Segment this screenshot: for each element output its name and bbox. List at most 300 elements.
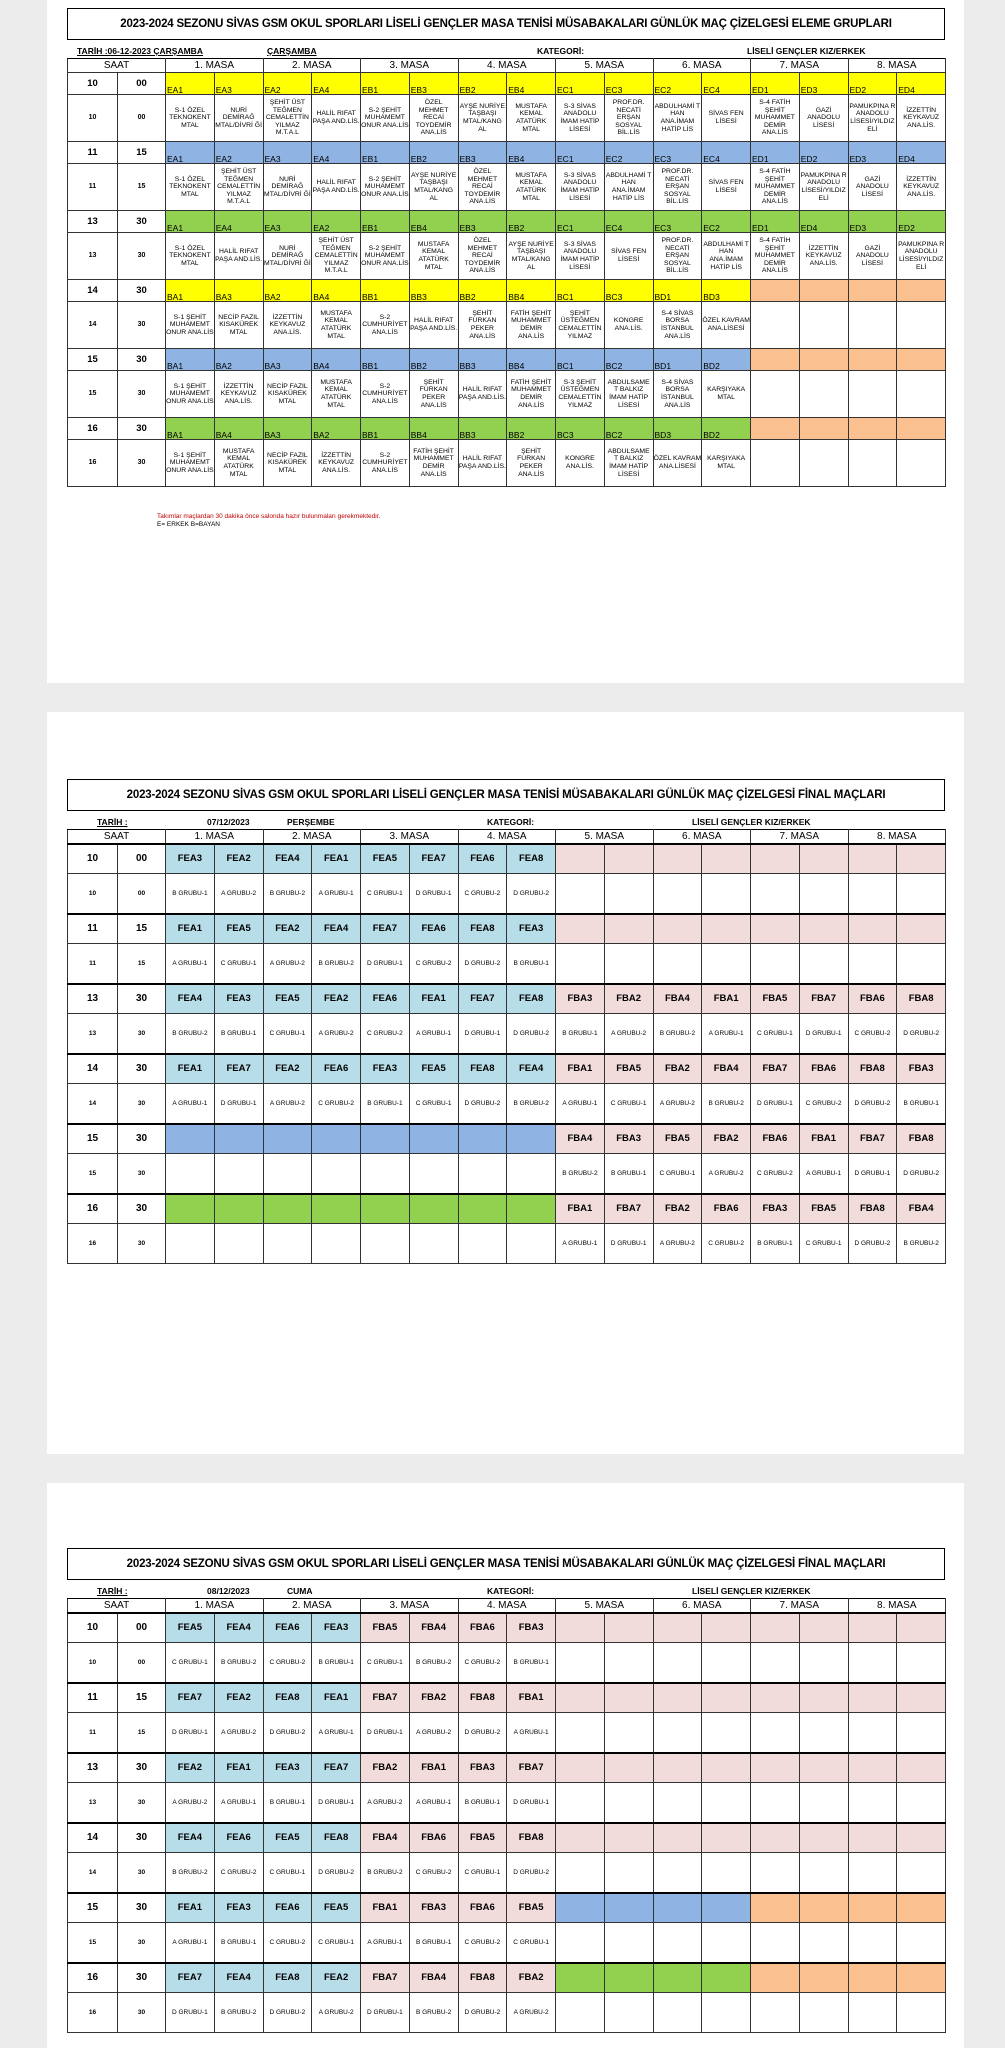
table-header-3: 3. MASA xyxy=(361,830,459,845)
team-name: S-3 ŞEHİT ÜSTEĞMEN CEMALETTİN YILMAZ xyxy=(556,371,605,418)
match-code xyxy=(556,844,605,874)
group-ref xyxy=(556,1993,605,2033)
match-code: EC4 xyxy=(702,142,751,164)
time-hour: 15 xyxy=(68,1893,118,1923)
team-name: HALİL RIFAT PAŞA AND.LİS. xyxy=(312,164,361,211)
group-ref: B GRUBU-1 xyxy=(361,1084,410,1125)
time-minute: 30 xyxy=(118,1893,166,1923)
elimination-schedule-table xyxy=(67,58,946,487)
group-ref: A GRUBU-1 xyxy=(312,1713,361,1754)
team-name: ŞEHİT ÜSTEĞMEN CEMALETTİN YILMAZ xyxy=(556,302,605,349)
time-hour: 11 xyxy=(68,944,118,985)
group-ref: A GRUBU-1 xyxy=(409,1783,458,1824)
group-ref: A GRUBU-1 xyxy=(166,1084,215,1125)
match-code: FEA2 xyxy=(166,1753,215,1783)
time-minute: 30 xyxy=(118,984,166,1014)
match-code: BA4 xyxy=(214,418,263,440)
match-code xyxy=(702,914,751,944)
group-ref: A GRUBU-1 xyxy=(507,1713,556,1754)
match-code: FEA7 xyxy=(312,1753,361,1783)
match-code: FBA3 xyxy=(458,1753,507,1783)
category-label: KATEGORİ: xyxy=(487,817,535,827)
match-code xyxy=(848,1683,897,1713)
group-ref: D GRUBU-1 xyxy=(848,1154,897,1195)
match-code: FBA1 xyxy=(409,1753,458,1783)
group-ref xyxy=(848,1993,897,2033)
match-code: EB3 xyxy=(409,73,458,95)
table-header-2: 2. MASA xyxy=(263,59,361,73)
team-name: İZZETTİN KEYKAVUZ ANA.LİS. xyxy=(897,95,946,142)
match-code xyxy=(751,914,800,944)
group-ref xyxy=(751,1643,800,1684)
match-code: FEA2 xyxy=(214,1683,263,1713)
match-code: FEA2 xyxy=(263,1054,312,1084)
group-ref xyxy=(897,1853,946,1894)
group-ref xyxy=(799,1643,848,1684)
team-name: NURİ DEMİRAĞ MTAL/DİVRİ Ğİ xyxy=(263,164,312,211)
match-code xyxy=(556,1963,605,1993)
time-hour: 15 xyxy=(68,1923,118,1964)
group-ref: B GRUBU-1 xyxy=(458,1783,507,1824)
team-name: MUSTAFA KEMAL ATATÜRK MTAL xyxy=(507,164,556,211)
match-code: FBA4 xyxy=(409,1613,458,1643)
team-name xyxy=(751,440,800,487)
match-code xyxy=(751,1893,800,1923)
group-ref xyxy=(897,1993,946,2033)
match-code: BB4 xyxy=(507,280,556,302)
team-name: S-1 ŞEHİT MUHAMEMT ONUR ANA.LİS xyxy=(166,440,215,487)
match-code: BA4 xyxy=(312,280,361,302)
match-code xyxy=(653,1683,702,1713)
match-code: FBA8 xyxy=(507,1823,556,1853)
group-ref: A GRUBU-1 xyxy=(409,1014,458,1055)
match-code xyxy=(409,1124,458,1154)
match-code xyxy=(604,1753,653,1783)
detail-row xyxy=(68,1154,946,1195)
team-name: ABDULHAMİ T HAN ANA.İMAM HATİP LİS xyxy=(653,95,702,142)
team-name: S-2 CUMHURİYET ANA.LİS xyxy=(361,440,410,487)
match-code: BA1 xyxy=(166,349,215,371)
match-code: FBA6 xyxy=(702,1194,751,1224)
day-label: PERŞEMBE xyxy=(287,817,335,827)
group-ref xyxy=(702,1713,751,1754)
group-ref: B GRUBU-2 xyxy=(166,1014,215,1055)
detail-row xyxy=(68,95,946,142)
time-minute: 15 xyxy=(118,142,166,164)
match-code: FBA8 xyxy=(458,1963,507,1993)
match-row xyxy=(68,914,946,944)
time-hour: 13 xyxy=(68,1014,118,1055)
match-code: FEA5 xyxy=(166,1613,215,1643)
match-code: EC4 xyxy=(702,73,751,95)
match-code xyxy=(604,1823,653,1853)
match-code: EA1 xyxy=(166,73,215,95)
time-minute: 00 xyxy=(118,844,166,874)
group-ref: C GRUBU-1 xyxy=(458,1853,507,1894)
match-code xyxy=(653,844,702,874)
match-code: BD1 xyxy=(653,349,702,371)
match-code: BA2 xyxy=(263,280,312,302)
group-ref: B GRUBU-2 xyxy=(409,1993,458,2033)
match-code xyxy=(848,1893,897,1923)
time-hour: 14 xyxy=(68,302,118,349)
match-row xyxy=(68,1683,946,1713)
time-hour: 14 xyxy=(68,1054,118,1084)
time-hour: 15 xyxy=(68,1154,118,1195)
match-code: FEA7 xyxy=(458,984,507,1014)
group-ref: D GRUBU-2 xyxy=(507,1853,556,1894)
match-code: EB2 xyxy=(507,211,556,233)
group-ref xyxy=(897,944,946,985)
category-value: LİSELİ GENÇLER KIZ/ERKEK xyxy=(747,46,866,56)
group-ref: B GRUBU-1 xyxy=(507,1643,556,1684)
match-code: BC2 xyxy=(604,418,653,440)
match-code xyxy=(799,844,848,874)
team-name: S-4 SİVAS BORSA İSTANBUL ANA.LİS xyxy=(653,371,702,418)
team-name: FATİH ŞEHİT MUHAMMET DEMİR ANA.LİS xyxy=(409,440,458,487)
detail-row xyxy=(68,1853,946,1894)
group-ref xyxy=(897,1643,946,1684)
match-code: FBA1 xyxy=(799,1124,848,1154)
group-ref xyxy=(799,1853,848,1894)
match-code: FBA5 xyxy=(799,1194,848,1224)
team-name: ÖZEL MEHMET RECAİ TOYDEMİR ANA.LİS xyxy=(458,233,507,280)
match-code: BB2 xyxy=(507,418,556,440)
time-minute: 30 xyxy=(118,371,166,418)
team-name: S-1 ŞEHİT MUHAMEMT ONUR ANA.LİS xyxy=(166,371,215,418)
detail-row xyxy=(68,1643,946,1684)
group-ref xyxy=(799,1993,848,2033)
team-name: GAZİ ANADOLU LİSESİ xyxy=(848,164,897,211)
team-name xyxy=(848,440,897,487)
detail-row xyxy=(68,1014,946,1055)
group-ref: B GRUBU-2 xyxy=(409,1643,458,1684)
match-code: FEA7 xyxy=(361,914,410,944)
detail-row xyxy=(68,1783,946,1824)
team-name xyxy=(751,302,800,349)
match-code: BA1 xyxy=(166,418,215,440)
time-minute: 30 xyxy=(118,1014,166,1055)
match-code: EC3 xyxy=(604,73,653,95)
group-ref xyxy=(214,1154,263,1195)
table-header-4: 4. MASA xyxy=(458,1599,556,1614)
time-minute: 15 xyxy=(118,914,166,944)
group-ref: A GRUBU-2 xyxy=(653,1084,702,1125)
table-header-8: 8. MASA xyxy=(848,1599,946,1614)
match-code xyxy=(556,1613,605,1643)
match-code xyxy=(751,1683,800,1713)
team-name: SİVAS FEN LİSESİ xyxy=(604,233,653,280)
match-code xyxy=(897,1823,946,1853)
group-ref: D GRUBU-2 xyxy=(458,1993,507,2033)
group-ref xyxy=(312,1224,361,1264)
match-code: FEA4 xyxy=(312,914,361,944)
match-code: EC2 xyxy=(653,73,702,95)
match-code xyxy=(361,1124,410,1154)
group-ref xyxy=(166,1154,215,1195)
match-code: FEA7 xyxy=(214,1054,263,1084)
group-ref xyxy=(702,874,751,915)
team-name: ÖZEL MEHMET RECAİ TOYDEMİR ANA.LİS xyxy=(458,164,507,211)
match-code: EA4 xyxy=(312,142,361,164)
team-name: ABDULSAME T BALKIZ İMAM HATİP LİSESİ xyxy=(604,440,653,487)
group-ref: C GRUBU-1 xyxy=(166,1643,215,1684)
final-schedule-table-day1 xyxy=(67,829,946,1264)
date-value: 08/12/2023 xyxy=(207,1586,250,1596)
group-ref: D GRUBU-2 xyxy=(312,1853,361,1894)
match-code: BA3 xyxy=(263,418,312,440)
team-name: S-3 SİVAS ANADOLU İMAM HATİP LİSESİ xyxy=(556,164,605,211)
group-ref xyxy=(604,1923,653,1964)
match-code xyxy=(799,914,848,944)
match-code xyxy=(214,1124,263,1154)
header-row xyxy=(68,59,946,73)
match-code: EC2 xyxy=(702,211,751,233)
match-code: FEA5 xyxy=(214,914,263,944)
team-name: MUSTAFA KEMAL ATATÜRK MTAL xyxy=(312,371,361,418)
time-minute: 30 xyxy=(118,1084,166,1125)
match-code: BD3 xyxy=(653,418,702,440)
match-code xyxy=(458,1194,507,1224)
schedule-page-final-day1 xyxy=(47,712,964,1454)
match-code xyxy=(799,1893,848,1923)
match-code: FBA3 xyxy=(897,1054,946,1084)
date-label: TARİH :06-12-2023 ÇARŞAMBA xyxy=(77,46,203,56)
team-name: NECİP FAZIL KISAKÜREK MTAL xyxy=(263,440,312,487)
group-ref xyxy=(848,1643,897,1684)
match-code: FBA2 xyxy=(653,1194,702,1224)
detail-row xyxy=(68,1713,946,1754)
group-ref: D GRUBU-1 xyxy=(409,874,458,915)
match-code: FEA4 xyxy=(166,1823,215,1853)
match-row xyxy=(68,1194,946,1224)
match-code: FEA3 xyxy=(507,914,556,944)
group-ref xyxy=(458,1224,507,1264)
match-code: FBA2 xyxy=(361,1753,410,1783)
match-code: FBA2 xyxy=(507,1963,556,1993)
match-code: FBA1 xyxy=(556,1054,605,1084)
group-ref: D GRUBU-2 xyxy=(507,874,556,915)
match-code xyxy=(556,1893,605,1923)
group-ref xyxy=(556,874,605,915)
team-name: FATİH ŞEHİT MUHAMMET DEMİR ANA.LİS xyxy=(507,302,556,349)
match-code: ED2 xyxy=(799,142,848,164)
group-ref: C GRUBU-2 xyxy=(848,1014,897,1055)
match-code: BB1 xyxy=(361,280,410,302)
group-ref: D GRUBU-1 xyxy=(361,944,410,985)
time-hour: 11 xyxy=(68,1683,118,1713)
match-code xyxy=(556,1683,605,1713)
time-hour: 13 xyxy=(68,1753,118,1783)
match-code xyxy=(897,914,946,944)
team-name: PROF.DR. NECATİ ERŞAN SOSYAL BİL.LİS xyxy=(653,233,702,280)
table-header-3: 3. MASA xyxy=(361,59,459,73)
group-ref: D GRUBU-1 xyxy=(458,1014,507,1055)
date-label: TARİH : xyxy=(97,1586,128,1596)
match-code xyxy=(751,1823,800,1853)
group-ref: C GRUBU-2 xyxy=(702,1224,751,1264)
match-code: BA1 xyxy=(166,280,215,302)
group-ref xyxy=(799,874,848,915)
match-code: ED2 xyxy=(897,211,946,233)
match-code: ED1 xyxy=(751,211,800,233)
group-ref: A GRUBU-2 xyxy=(604,1014,653,1055)
match-code: EC1 xyxy=(556,142,605,164)
category-label: KATEGORİ: xyxy=(537,46,585,56)
group-ref xyxy=(702,1643,751,1684)
group-ref xyxy=(799,1923,848,1964)
match-code xyxy=(263,1194,312,1224)
match-code: EA2 xyxy=(312,211,361,233)
time-hour: 11 xyxy=(68,914,118,944)
group-ref xyxy=(361,1154,410,1195)
match-code: FEA8 xyxy=(507,844,556,874)
time-hour: 14 xyxy=(68,1823,118,1853)
group-ref xyxy=(653,1643,702,1684)
team-name: ABDULHAMİ T HAN ANA.İMAM HATİP LİS xyxy=(604,164,653,211)
time-hour: 11 xyxy=(68,164,118,211)
match-code: FBA4 xyxy=(702,1054,751,1084)
match-code xyxy=(409,1194,458,1224)
match-code xyxy=(848,418,897,440)
group-ref: D GRUBU-2 xyxy=(897,1014,946,1055)
group-ref xyxy=(751,874,800,915)
match-code: FEA2 xyxy=(214,844,263,874)
group-ref: C GRUBU-2 xyxy=(263,1643,312,1684)
group-ref: A GRUBU-2 xyxy=(361,1783,410,1824)
group-ref xyxy=(848,1783,897,1824)
match-code: ED3 xyxy=(799,73,848,95)
time-minute: 15 xyxy=(118,164,166,211)
group-ref xyxy=(604,1993,653,2033)
match-code xyxy=(751,1963,800,1993)
match-code xyxy=(799,1753,848,1783)
match-code: FBA3 xyxy=(409,1893,458,1923)
team-name: SİVAS FEN LİSESİ xyxy=(702,95,751,142)
team-name: S-4 FATİH ŞEHİT MUHAMMET DEMİR ANA.LİS xyxy=(751,233,800,280)
team-name: S-3 SİVAS ANADOLU İMAM HATİP LİSESİ xyxy=(556,95,605,142)
group-ref: D GRUBU-2 xyxy=(848,1084,897,1125)
match-code: EB1 xyxy=(361,73,410,95)
note-arrival: Takımlar maçlardan 30 dakika önce salonda hazır bulunmaları gerekmektedir. xyxy=(157,513,381,520)
group-ref: B GRUBU-2 xyxy=(507,1084,556,1125)
match-code: FBA2 xyxy=(604,984,653,1014)
match-code: FEA5 xyxy=(409,1054,458,1084)
group-ref: C GRUBU-1 xyxy=(409,1084,458,1125)
group-ref xyxy=(361,1224,410,1264)
match-code: FBA3 xyxy=(507,1613,556,1643)
match-code xyxy=(799,1963,848,1993)
match-code xyxy=(166,1124,215,1154)
match-code xyxy=(507,1194,556,1224)
match-code: EA4 xyxy=(214,211,263,233)
time-minute: 30 xyxy=(118,1194,166,1224)
group-ref: A GRUBU-1 xyxy=(702,1014,751,1055)
team-name: HALİL RIFAT PAŞA AND.LİS. xyxy=(409,302,458,349)
match-code xyxy=(751,418,800,440)
time-hour: 16 xyxy=(68,418,118,440)
group-ref xyxy=(556,944,605,985)
match-code xyxy=(897,349,946,371)
team-name xyxy=(799,302,848,349)
match-code: FEA7 xyxy=(166,1963,215,1993)
group-ref xyxy=(751,1853,800,1894)
team-name: GAZİ ANADOLU LİSESİ xyxy=(799,95,848,142)
match-code: EB3 xyxy=(458,211,507,233)
match-code xyxy=(214,1194,263,1224)
match-code xyxy=(653,914,702,944)
time-hour: 10 xyxy=(68,1643,118,1684)
match-code xyxy=(848,1963,897,1993)
match-code: FEA7 xyxy=(409,844,458,874)
time-hour: 15 xyxy=(68,1124,118,1154)
match-code xyxy=(312,1194,361,1224)
match-code: FBA7 xyxy=(361,1963,410,1993)
match-code: BB3 xyxy=(409,280,458,302)
group-ref: D GRUBU-2 xyxy=(897,1154,946,1195)
detail-row xyxy=(68,302,946,349)
group-ref: A GRUBU-1 xyxy=(556,1224,605,1264)
match-code: EB1 xyxy=(361,142,410,164)
group-ref: B GRUBU-1 xyxy=(751,1224,800,1264)
match-code: ED3 xyxy=(848,142,897,164)
group-ref: A GRUBU-2 xyxy=(166,1783,215,1824)
team-name: KONGRE ANA.LİS. xyxy=(604,302,653,349)
team-name: KONGRE ANA.LİS. xyxy=(556,440,605,487)
match-code: BD1 xyxy=(653,280,702,302)
match-code: BB2 xyxy=(409,349,458,371)
detail-row xyxy=(68,371,946,418)
group-ref xyxy=(653,1853,702,1894)
team-name: NURİ DEMİRAĞ MTAL/DİVRİ Ğİ xyxy=(214,95,263,142)
match-code xyxy=(751,1613,800,1643)
match-code: FBA8 xyxy=(848,1194,897,1224)
match-code: FBA4 xyxy=(556,1124,605,1154)
group-ref: C GRUBU-1 xyxy=(263,1853,312,1894)
match-code xyxy=(604,914,653,944)
group-ref xyxy=(604,1643,653,1684)
group-ref: D GRUBU-1 xyxy=(361,1993,410,2033)
team-name xyxy=(848,302,897,349)
table-header-4: 4. MASA xyxy=(458,830,556,845)
note-legend: E= ERKEK B=BAYAN xyxy=(157,520,220,528)
match-code xyxy=(702,844,751,874)
match-code xyxy=(897,280,946,302)
team-name xyxy=(751,371,800,418)
match-code: EB2 xyxy=(458,73,507,95)
time-minute: 00 xyxy=(118,1643,166,1684)
match-code: FBA7 xyxy=(604,1194,653,1224)
group-ref xyxy=(556,1643,605,1684)
match-code: FEA8 xyxy=(507,984,556,1014)
group-ref: A GRUBU-1 xyxy=(556,1084,605,1125)
group-ref xyxy=(604,1853,653,1894)
team-name: İZZETTİN KEYKAVUZ ANA.LİS. xyxy=(312,440,361,487)
match-code xyxy=(799,1613,848,1643)
group-ref xyxy=(848,1853,897,1894)
table-header-6: 6. MASA xyxy=(653,1599,751,1614)
group-ref: B GRUBU-1 xyxy=(507,944,556,985)
match-code: FBA7 xyxy=(507,1753,556,1783)
match-code xyxy=(897,844,946,874)
match-code xyxy=(848,914,897,944)
table-header-7: 7. MASA xyxy=(751,830,849,845)
match-code xyxy=(897,1963,946,1993)
match-row xyxy=(68,1893,946,1923)
team-name: S-2 CUMHURİYET ANA.LİS xyxy=(361,302,410,349)
group-ref: A GRUBU-2 xyxy=(214,1713,263,1754)
match-code: FBA6 xyxy=(409,1823,458,1853)
